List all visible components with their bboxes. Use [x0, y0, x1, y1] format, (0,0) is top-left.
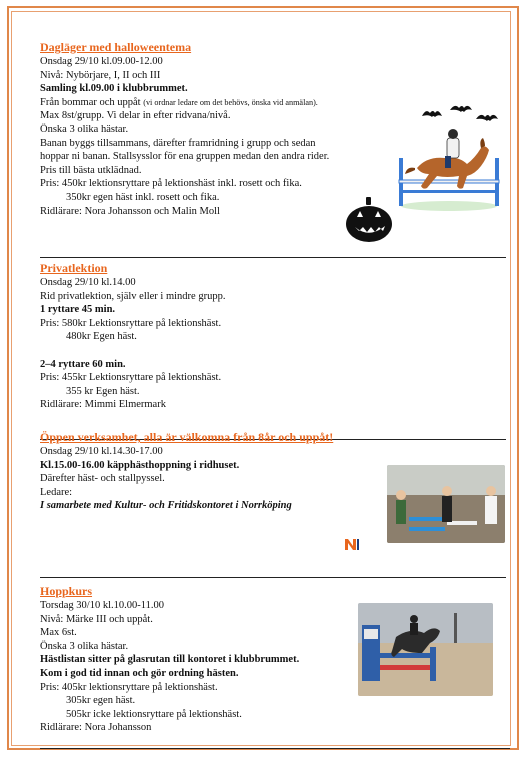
section-title: Dagläger med halloweentema: [40, 40, 192, 54]
line-text: Kom i god tid innan och gör ordning hästen.: [40, 667, 239, 679]
text-line: [40, 191, 329, 205]
line-text: Ridlärare: Mimmi Elmermark: [40, 399, 166, 411]
line-text: 480kr Egen häst.: [66, 331, 137, 343]
text-line: [40, 96, 329, 110]
line-text: Max 8st/grupp. Vi delar in efter ridvana/nivå.: [40, 110, 231, 122]
line-text: Onsdag 29/10 kl.09.00-12.00: [40, 56, 163, 67]
text-line: [40, 303, 225, 317]
text-line: [40, 472, 333, 486]
text-line: [40, 459, 333, 473]
text-line: [40, 398, 225, 412]
text-line: [40, 109, 329, 123]
line-text: Pris: 455kr Lektionsryttare på lektionshäst.: [40, 372, 222, 384]
horse-jump-illustration: [397, 128, 501, 212]
text-line: [40, 330, 225, 344]
text-line: [40, 640, 299, 654]
line-text: Banan byggs tillsammans, därefter framridning i grupp och sedan: [40, 137, 316, 149]
text-line: [40, 205, 329, 219]
line-text: Ridlärare: Nora Johansson och Malin Moll: [40, 205, 220, 217]
text-line: [40, 599, 299, 613]
line-text: 355 kr Egen häst.: [66, 385, 140, 397]
text-line: [40, 123, 329, 137]
line-text: Nivå: Nybörjare, I, II och III: [40, 69, 161, 81]
line-text: Önska 3 olika hästar.: [40, 640, 129, 652]
text-line: [40, 82, 329, 96]
text-line: [40, 613, 299, 627]
line-text: Torsdag 30/10 kl.10.00-11.00: [40, 600, 164, 611]
text-line: [40, 69, 329, 83]
divider: [40, 577, 506, 578]
line-text: Ledare:: [40, 486, 73, 498]
line-text: 305kr egen häst.: [66, 695, 136, 707]
text-line: [40, 708, 299, 722]
text-line: [40, 177, 329, 191]
text-line: [40, 290, 225, 304]
line-text: Pris: 450kr lektionsryttare på lektionshäst inkl. rosett och fika.: [40, 178, 302, 190]
line-text: 2–4 ryttare 60 min.: [40, 358, 126, 370]
text-line: [40, 667, 299, 681]
norrkoping-logo: [344, 537, 360, 551]
line-text: Önska 3 olika hästar.: [40, 123, 129, 135]
line-text: Därefter häst- och stallpyssel.: [40, 473, 165, 485]
line-text: Pris: 580kr Lektionsryttare på lektionshäst.: [40, 317, 222, 329]
line-text: Nivå: Märke III och uppåt.: [40, 613, 153, 625]
pumpkin-icon: [345, 197, 393, 243]
text-line: [40, 137, 329, 151]
show-jumping-photo: [358, 603, 493, 696]
text-line: [40, 653, 299, 667]
line-text: Hästlistan sitter på glasrutan till kontoret i klubbrummet.: [40, 654, 300, 666]
text-line: [40, 445, 333, 459]
text-line: [40, 150, 329, 164]
text-line: [40, 626, 299, 640]
text-line: [40, 358, 225, 372]
section-title: Hoppkurs: [40, 584, 93, 598]
line-text: Onsdag 29/10 kl.14.00: [40, 277, 136, 288]
text-line: [40, 721, 299, 735]
text-line: [40, 276, 225, 290]
line-text: Onsdag 29/10 kl.14.30-17.00: [40, 446, 163, 457]
bats-icon: [420, 104, 498, 126]
text-line: [40, 385, 225, 399]
divider: [40, 257, 506, 258]
line-text: hoppar ni banan. Stallsysslor för ena gruppen medan den andra rider.: [40, 151, 330, 163]
text-line: [40, 694, 299, 708]
line-text: Rid privatlektion, själv eller i mindre grupp.: [40, 290, 226, 302]
text-line: [40, 486, 333, 500]
line-note: (vi ordnar ledare om det behövs, önska vid anmälan).: [143, 97, 318, 107]
text-line: [40, 164, 329, 178]
text-line: [40, 681, 299, 695]
line-text: Ridlärare: Nora Johansson: [40, 722, 152, 734]
line-text: 1 ryttare 45 min.: [40, 304, 116, 316]
line-text: Samling kl.09.00 i klubbrummet.: [40, 83, 188, 95]
section-title: Privatlektion: [40, 261, 108, 275]
section-daglager: [40, 40, 329, 218]
spacer: [40, 344, 225, 358]
divider: [40, 748, 510, 749]
line-text: Pris till bästa utklädnad.: [40, 164, 142, 176]
line-text: 505kr icke lektionsryttare på lektionshäst.: [66, 708, 242, 720]
text-line: [40, 371, 225, 385]
line-text: Från bommar och uppåt: [40, 96, 141, 108]
section-oppen-verksamhet: [40, 430, 333, 513]
line-text: Max 6st.: [40, 627, 77, 639]
line-text: 350kr egen häst inkl. rosett och fika.: [66, 191, 220, 203]
text-line: [40, 317, 225, 331]
section-title: Öppen verksamhet, alla är välkomna från 8år och uppåt!: [40, 430, 334, 444]
line-text: Kl.15.00-16.00 käpphästhoppning i ridhuset.: [40, 459, 240, 471]
text-line: [40, 55, 329, 69]
line-text: I samarbete med Kultur- och Fritidskontoret i Norrköping: [40, 500, 292, 512]
line-text: Pris: 405kr lektionsryttare på lektionshäst.: [40, 681, 218, 693]
stick-horse-photo: [387, 465, 505, 543]
section-hoppkurs: [40, 584, 299, 735]
text-line: [40, 499, 333, 513]
section-privatlektion: [40, 261, 225, 412]
